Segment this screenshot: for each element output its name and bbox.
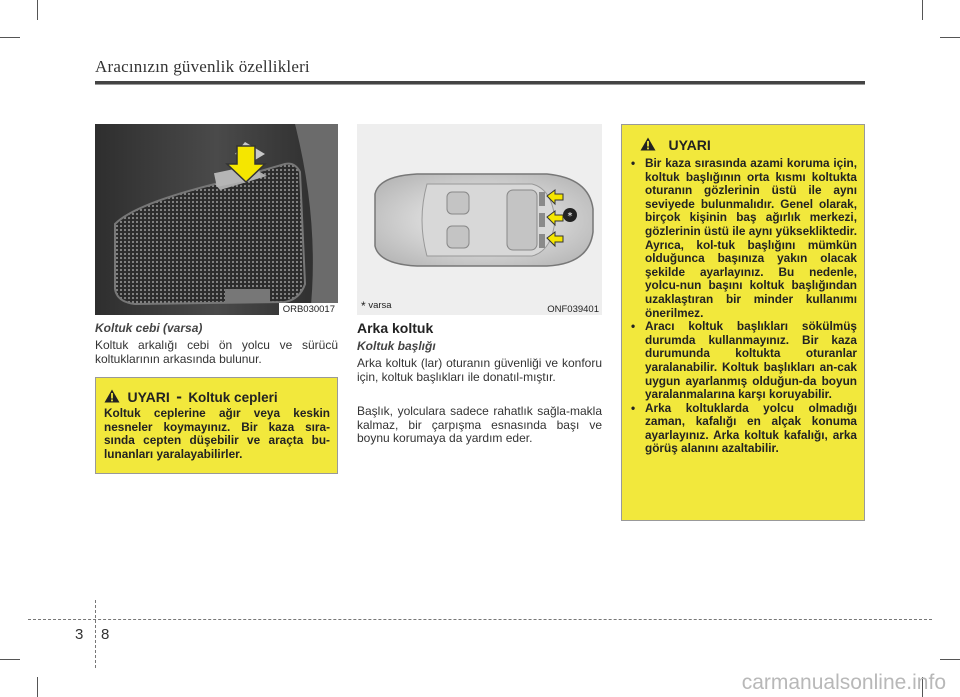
footer-divider (95, 600, 96, 668)
seat-pocket-photo (95, 124, 338, 315)
header-rule-thin (95, 84, 865, 85)
rear-seat-heading: Arka koltuk (357, 320, 434, 336)
headrest-warning-header (640, 137, 711, 155)
photo-note-text: varsa (368, 300, 392, 311)
page-header-title: Aracınızın güvenlik özellikleri (95, 57, 310, 76)
photo-note-star: * (361, 299, 366, 313)
crop-mark (940, 659, 960, 660)
warning-subtitle: Koltuk cepleri (188, 390, 278, 405)
seat-pocket-warning-box (95, 377, 338, 474)
seat-pocket-illustration (95, 124, 338, 315)
crop-mark (0, 659, 20, 660)
crop-mark (940, 37, 960, 38)
watermark: carmanualsonline.info (741, 671, 946, 694)
crop-mark (37, 0, 38, 20)
rear-headrest-photo (357, 124, 602, 315)
headrest-warning-box (621, 124, 865, 521)
page-number: 8 (101, 626, 110, 643)
warning-item: • Arka koltuklarda yolcu olmadığı zaman, kafalığı en alçak konuma ayarlayınız. Arka koltuk kafalığı, arka görüş alanını azaltabilir. (629, 402, 857, 456)
warning-item: • Aracı koltuk başlıkları sökülmüş durumda kullanmayınız. Bir kaza durumunda koltukta oturanlar yaralanabilir. Koltuk başlıkları an-cak uygun ayarlanmış olduğun-da boyun yaralanmalarına karşı koruyabilir. (629, 320, 857, 402)
headrest-para-1: Arka koltuk (lar) oturanın güvenliği ve konforu için, koltuk başlıkları ile donatıl-mıştır. (357, 356, 602, 384)
seat-pocket-warning-header (104, 387, 278, 407)
car-top-view-illustration (357, 124, 602, 315)
seat-pocket-caption: Koltuk cebi (varsa) (95, 321, 203, 335)
warning-dash: - (176, 387, 182, 406)
crop-mark (922, 0, 923, 20)
headrest-para-2: Başlık, yolculara sadece rahatlık sağla-makla kalmaz, bir çarpışma esnasında başı ve boynu korumaya da yardım eder. (357, 404, 602, 445)
crop-mark (37, 677, 38, 697)
warning-title: UYARI (127, 389, 170, 405)
chapter-number: 3 (75, 626, 84, 643)
seat-pocket-warning-text: Koltuk ceplerine ağır veya keskin nesneler koymayınız. Bir kaza sıra-sında cepten düşebilir ve araçta bu-lunanları yaralayabilirler. (104, 406, 330, 461)
warning-item: • Bir kaza sırasında azami koruma için, koltuk başlığının orta kısmı koltukta oturanın gözlerinin üstü ile aynı seviyede bulunmalıdır. Genel olarak, birçok kişinin baş ağırlık merkezi, gözlerinin üstü ile aynı yüksekliktedir. Ayrıca, kol-tuk başlığını mümkün olduğunca başınıza yakın olacak şekilde ayarlayınız. Bu nedenle, yolcu-nun başını koltuk başlığından uzaklaştıran bir minder kullanımı önerilmez. (629, 157, 857, 320)
headrest-warning-list (629, 157, 857, 456)
crop-mark (0, 37, 20, 38)
photo-code: ONF039401 (547, 304, 599, 315)
photo-note (361, 299, 392, 313)
footer-rule (28, 619, 932, 620)
warning-title: UYARI (668, 137, 711, 153)
photo-code: ORB030017 (279, 303, 338, 315)
warning-triangle-icon (640, 137, 656, 151)
asterisk-badge: * (567, 211, 573, 222)
headrest-subheading: Koltuk başlığı (357, 339, 436, 353)
seat-pocket-text: Koltuk arkalığı cebi ön yolcu ve sürücü koltuklarının arkasında bulunur. (95, 338, 338, 366)
warning-triangle-icon (104, 389, 120, 403)
